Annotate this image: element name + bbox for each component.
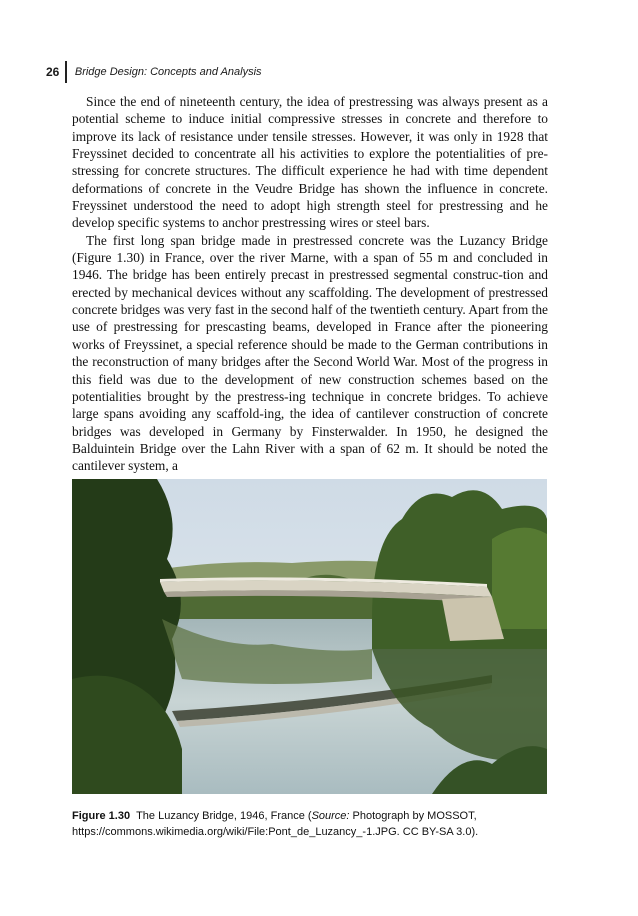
paragraph-luzancy-bridge: The first long span bridge made in prestressed concrete was the Luzancy Bridge (Figure 1.30) in France, over the river Marne, with a span of 55 m and concluded in 1946. The bridge has been entirely precast in prestressed segmental construc-tion and erected by mechanical devices without any scaffolding. The development of prestressed concrete bridges was very fast in the second half of the twentieth century. Apart from the use of prestressing for prescasting beams, developed in France after the pioneering works of Freyssinet, a special reference should be made to the German contributions in the reconstruction of many bridges after the Second World War. Most of the progress in this field was due to the development of new construction schemes based on the potentialities brought by the prestress-ing technique in concrete bridges. To achieve large spans avoiding any scaffold-ing, the idea of cantilever construction of concrete bridges was developed in Germany by Finsterwalder. In 1950, he designed the Balduintein Bridge over the Lahn River with a span of 62 m. It should be noted the cantilever system, a xyxy=(72,232,548,474)
caption-text: The Luzancy Bridge, 1946, France ( xyxy=(136,810,312,822)
page-number: 26 xyxy=(46,65,60,79)
body-text xyxy=(72,93,548,475)
figure-luzancy-bridge-photo xyxy=(72,479,547,794)
paragraph-prestressing-history: Since the end of nineteenth century, the idea of prestressing was always present as a potential scheme to induce initial compressive stresses in concrete and therefore to improve its lack of resistance under tensile stresses. However, it was only in 1928 that Freyssinet decided to concentrate all his activities to explore the potentialities of pre-stressing for concrete structures. The difficult experience he had with time dependent deformations of concrete in the Veudre Bridge has shown the influence in concrete. Freyssinet understood the need to adopt high strength steel for prestressing and he develop specific systems to anchor prestressing wires or steel bars. xyxy=(72,94,548,231)
header-divider xyxy=(65,61,67,83)
figure-caption xyxy=(72,808,548,840)
caption-source-text: Photograph by MOSSOT, https://commons.wikimedia.org/wiki/File:Pont_de_Luzancy_-1.JPG. CC BY-SA 3.0). xyxy=(72,810,479,838)
bridge-photo xyxy=(72,479,547,794)
caption-source-label: Source: xyxy=(311,810,350,822)
figure-label: Figure 1.30 xyxy=(72,810,131,822)
running-head xyxy=(46,62,262,82)
book-title: Bridge Design: Concepts and Analysis xyxy=(74,66,262,78)
